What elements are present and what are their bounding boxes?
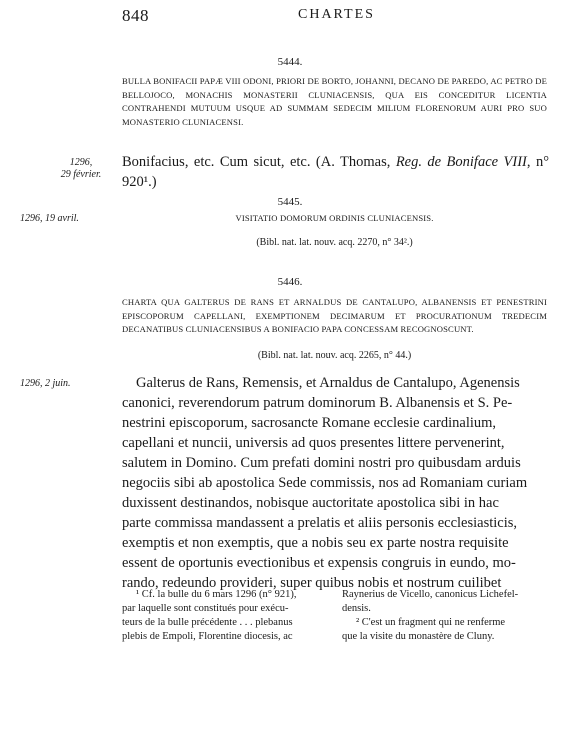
text-line: canonici, reverendorum patrum dominorum B. Albanensis et S. Pe- xyxy=(122,395,513,411)
page-number: 848 xyxy=(122,6,149,25)
text-line: negociis sibi ab apostolica Sede commissis, nos ad Romaniam curiam xyxy=(122,475,528,491)
charter-title-5445: VISITATIO DOMORUM ORDINIS CLUNIACENSIS. xyxy=(235,213,434,223)
footnote-line: teurs de la bulle précédente . . . plebanus xyxy=(122,617,293,628)
charter-text-5444 xyxy=(122,152,549,192)
text-line: capellani et nuncii, universis ad quos presentes littere pervenerint, xyxy=(122,435,505,451)
text-part: Bonifacius, etc. Cum sicut, etc. (A. Thomas, xyxy=(122,154,396,170)
register-title: Reg. de Boniface VIII xyxy=(395,154,527,170)
text-part: , n° 920¹.) xyxy=(122,154,549,190)
date-day: 29 février. xyxy=(60,169,102,180)
running-title: CHARTES xyxy=(298,7,375,22)
text-line: nestrini episcoporum, sacrosancte Romane ecclesie cardinalium, xyxy=(122,415,497,431)
charter-number-5445: 5445. xyxy=(277,196,303,208)
footnotes-right-column xyxy=(342,588,547,644)
charter-source-5445: (Bibl. nat. lat. nouv. acq. 2270, n° 34².) xyxy=(256,237,413,248)
footnote-line: plebis de Empoli, Florentine diocesis, ac xyxy=(122,631,293,642)
charter-number-5444: 5444. xyxy=(277,56,303,68)
running-header xyxy=(122,6,532,28)
text-line: exemptis et non exemptis, que a nobis seu ex parte nostra requisite xyxy=(122,535,509,551)
footnote-line: par laquelle sont constitués pour exécu- xyxy=(122,603,289,614)
date-year: 1296, xyxy=(69,157,93,168)
footnotes-left-column xyxy=(122,588,327,644)
charter-title-5444: BULLA BONIFACII PAPÆ VIII ODONI, PRIORI DE BORTO, JOHANNI, DECANO DE PAREDO, AC PETRO DE BELLOJOCO, MONACHIS MONASTERII CLUNIACENSIS, QUA EIS CONCEDITUR LICENTIA CONTRAHENDI MUTUUM USQUE AD SUMMAM SEDECIM MILIUM FLORENORUM AURI PRO SUO MONASTERIO CLUNIACENSI. xyxy=(122,76,547,127)
charter-title-5446: CHARTA QUA GALTERUS DE RANS ET ARNALDUS DE CANTALUPO, ALBANENSIS ET PENESTRINI EPISCOPORUM CAPELLANI, EXEMPTIONEM DECIMARUM ET PROCURATIONUM TREDECIM DECANATIBUS CLUNIACENSIBUS A BONIFACIO PAPA CONCESSAM RECOGNOSCUNT. xyxy=(122,297,547,334)
charter-date-5444 xyxy=(50,157,112,181)
text-line: Galterus de Rans, Remensis, et Arnaldus de Cantalupo, Agenensis xyxy=(136,375,520,391)
charter-text-5446 xyxy=(122,373,549,593)
charter-date-5445: 1296, 19 avril. xyxy=(20,213,79,224)
charter-date-5446: 1296, 2 juin. xyxy=(20,378,71,389)
text-line: rando, redeundo provideri, super quibus nobis et nostrum cuilibet xyxy=(122,575,502,591)
charter-number-5446: 5446. xyxy=(277,276,303,288)
text-line: salutem in Domino. Cum prefati domini nostri pro quibusdam arduis xyxy=(122,455,521,471)
footnote-line: ¹ Cf. la bulle du 6 mars 1296 (n° 921), xyxy=(136,589,297,600)
text-line: parte commissa mandassent a prelatis et aliis personis ecclesiasticis, xyxy=(122,515,518,531)
text-line: duxissent destinandos, nobisque auctoritate apostolica sibi in hac xyxy=(122,495,499,511)
text-line: essent de oportunis evectionibus et expensis congruis in eundo, mo- xyxy=(122,555,516,571)
footnote-line: ² C'est un fragment qui ne renferme xyxy=(356,617,506,628)
charter-source-5446: (Bibl. nat. lat. nouv. acq. 2265, n° 44.) xyxy=(257,350,412,361)
footnote-line: Raynerius de Vicello, canonicus Lichefel- xyxy=(342,589,519,600)
footnote-line: densis. xyxy=(342,603,371,614)
footnote-line: que la visite du monastère de Cluny. xyxy=(342,631,495,642)
